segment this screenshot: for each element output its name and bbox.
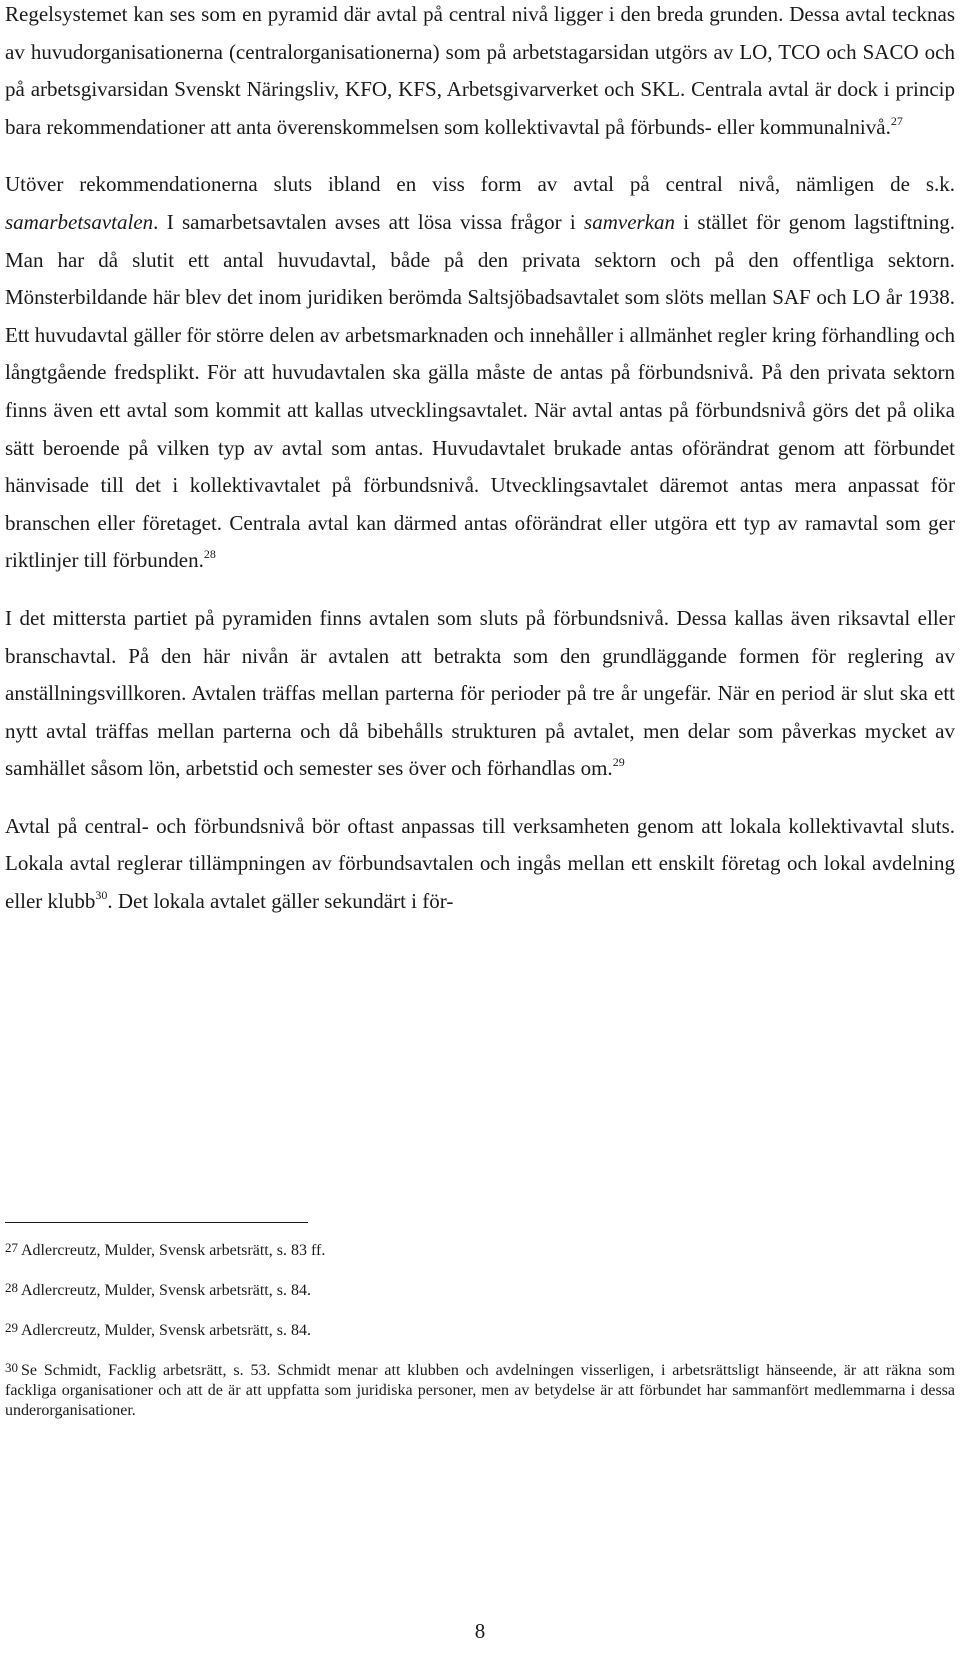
footnote-number: 29 (5, 1320, 18, 1335)
footnote-text: Se Schmidt, Facklig arbetsrätt, s. 53. Schmidt menar att klubben och avdelningen visserligen, i arbetsrättsligt hänseende, är att räkna som fackliga organisationer och att de är att uppfatta som juridiska personer, men av betydelse är att förbundet har sammanfört medlemmarna i dessa underorganisationer. (5, 1362, 955, 1419)
footnotes (5, 1238, 955, 1438)
footnote-number: 30 (5, 1360, 18, 1375)
paragraph-2: Utöver rekommendationerna sluts ibland en viss form av avtal på central nivå, nämligen de s.k. samarbetsavtalen. I samarbetsavtalen avses att lösa vissa frågor i samverkan i stället för genom lagstiftning. Man har då slutit ett antal huvudavtal, både på den privata sektorn och på den offentliga sektorn. Mönsterbildande här blev det inom juridiken berömda Saltsjöbadsavtalet som slöts mellan SAF och LO år 1938. Ett huvudavtal gäller för större delen av arbetsmarknaden och innehåller i allmänhet regler kring förhandling och långtgående fredsplikt. För att huvudavtalen ska gälla måste de antas på förbundsnivå. På den privata sektorn finns även ett avtal som kommit att kallas utvecklingsavtalet. När avtal antas på förbundsnivå görs det på olika sätt beroende på vilken typ av avtal som antas. Huvudavtalet brukade antas oförändrat genom att förbundet hänvisade till det i kollektivavtalet på förbundsnivå. Utvecklingsavtalet däremot antas mera anpassat för branschen eller företaget. Centrala avtal kan därmed antas oförändrat eller utgöra ett typ av ramavtal som ger riktlinjer till förbunden.$^{28}$ (5, 172, 955, 573)
document-body (5, 0, 955, 921)
footnote-ref-27[interactable]: 27 (890, 113, 903, 128)
paragraph-1: Regelsystemet kan ses som en pyramid där avtal på central nivå ligger i den breda grunden. Dessa avtal tecknas av huvudorganisationerna (centralorganisationerna) som på arbetstagarsidan utgörs av LO, TCO och SACO och på arbetsgivarsidan Svenskt Näringsliv, KFO, KFS, Arbetsgivarverket och SKL. Centrala avtal är dock i princip bara rekommendationer att anta överenskommelsen som kollektivavtal på förbunds- eller kommunalnivå.$^{27}$ (5, 2, 955, 139)
footnote-28 (5, 1278, 955, 1301)
paragraph-3: I det mittersta partiet på pyramiden finns avtalen som sluts på förbundsnivå. Dessa kallas även riksavtal eller branschavtal. På den här nivån är avtalen att betrakta som den grundläggande formen för reglering av anställningsvillkoren. Avtalen träffas mellan parterna för perioder på tre år ungefär. När en period är slut ska ett nytt avtal träffas mellan parterna och då bibehålls strukturen på avtalet, men delar som påverkas mycket av samhället såsom lön, arbetstid och semester ses över och förhandlas om.$^{29}$ (5, 605, 955, 781)
footnote-ref-30[interactable]: 30 (95, 888, 108, 903)
footnote-27 (5, 1238, 955, 1261)
footnote-text: Adlercreutz, Mulder, Svensk arbetsrätt, s. 84. (21, 1322, 311, 1339)
footnote-number: 27 (5, 1240, 18, 1255)
footnote-text: Adlercreutz, Mulder, Svensk arbetsrätt, s. 84. (21, 1282, 311, 1299)
page-number: 8 (474, 1619, 486, 1643)
footnote-text: Adlercreutz, Mulder, Svensk arbetsrätt, s. 83 ff. (21, 1242, 326, 1259)
footnote-30 (5, 1358, 955, 1421)
footnote-29 (5, 1318, 955, 1341)
paragraph-4: Avtal på central- och förbundsnivå bör oftast anpassas till verksamheten genom att lokala kollektivavtal sluts. Lokala avtal reglerar tillämpningen av förbundsavtalen och ingås mellan ett enskilt företag och lokal avdelning eller klubb$^{30}$. Det lokala avtalet gäller sekundärt i för- (5, 813, 955, 914)
footnote-number: 28 (5, 1280, 18, 1295)
footnote-ref-29[interactable]: 29 (612, 755, 625, 770)
footnote-separator (5, 1222, 308, 1223)
footnote-ref-28[interactable]: 28 (203, 547, 216, 562)
